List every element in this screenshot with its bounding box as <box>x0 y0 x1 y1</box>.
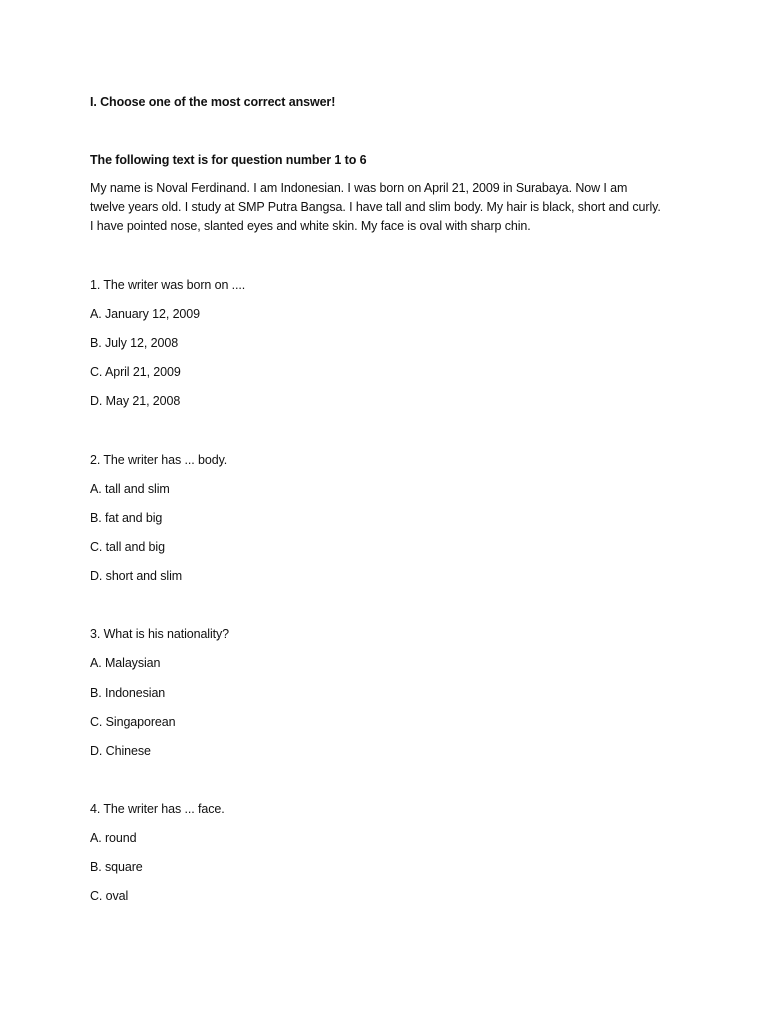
instruction-heading: I. Choose one of the most correct answer! <box>90 95 336 109</box>
question-2: 2. The writer has ... body. <box>90 453 228 467</box>
question-2-option-b: B. fat and big <box>90 511 163 525</box>
question-2-option-c: C. tall and big <box>90 540 165 554</box>
passage-line: I have pointed nose, slanted eyes and white skin. My face is oval with sharp chin. <box>90 219 531 233</box>
passage-intro: The following text is for question number 1 to 6 <box>90 153 367 167</box>
question-4-option-c: C. oval <box>90 889 129 903</box>
passage-line: My name is Noval Ferdinand. I am Indonesian. I was born on April 21, 2009 in Surabaya. Now I am <box>90 181 628 195</box>
question-2-option-d: D. short and slim <box>90 569 183 583</box>
question-3: 3. What is his nationality? <box>90 627 230 641</box>
passage-line: twelve years old. I study at SMP Putra Bangsa. I have tall and slim body. My hair is black, short and curly. <box>90 200 661 214</box>
question-1-option-c: C. April 21, 2009 <box>90 365 181 379</box>
question-3-option-d: D. Chinese <box>90 744 151 758</box>
passage-text <box>90 179 690 236</box>
question-1-option-b: B. July 12, 2008 <box>90 336 179 350</box>
question-1: 1. The writer was born on .... <box>90 278 246 292</box>
question-1-option-a: A. January 12, 2009 <box>90 307 200 321</box>
question-3-option-b: B. Indonesian <box>90 686 166 700</box>
question-3-option-c: C. Singaporean <box>90 715 176 729</box>
question-2-option-a: A. tall and slim <box>90 482 170 496</box>
question-4: 4. The writer has ... face. <box>90 802 225 816</box>
question-4-option-a: A. round <box>90 831 137 845</box>
question-4-option-b: B. square <box>90 860 143 874</box>
question-1-option-d: D. May 21, 2008 <box>90 394 181 408</box>
question-3-option-a: A. Malaysian <box>90 656 161 670</box>
